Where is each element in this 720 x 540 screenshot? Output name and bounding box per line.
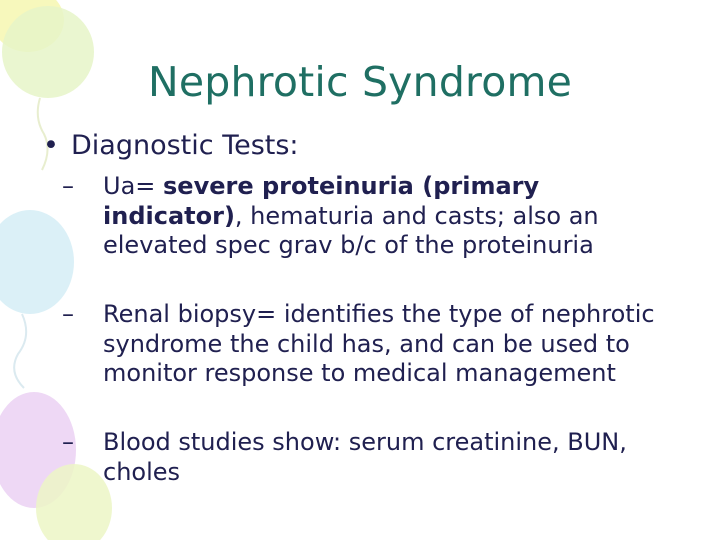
bullet-text: Diagnostic Tests: [71,130,299,161]
slide-title: Nephrotic Syndrome [147,58,573,106]
sub-item-prefix: Ua= [103,172,164,200]
dash-icon: – [62,172,74,200]
sub-item-text: Blood studies show: serum creatinine, BUN, choles [103,428,627,486]
dash-icon: – [62,428,74,456]
sub-item-urinalysis [62,172,662,261]
sub-item-blood-studies [62,428,662,487]
sub-item-bold: severe proteinuria (primary indicator) [103,172,540,230]
bullet-diagnostic-tests [43,128,299,164]
dash-icon: – [62,300,74,328]
sub-item-text: Renal biopsy= identifies the type of nephrotic syndrome the child has, and can be used to monitor response to medical management [103,300,655,387]
sub-item-renal-biopsy [62,300,662,389]
balloon-string [14,314,26,388]
bullet-dot-icon: • [43,130,59,161]
sub-item-rest: , hematuria and casts; also an elevated spec grav b/c of the proteinuria [103,201,599,259]
